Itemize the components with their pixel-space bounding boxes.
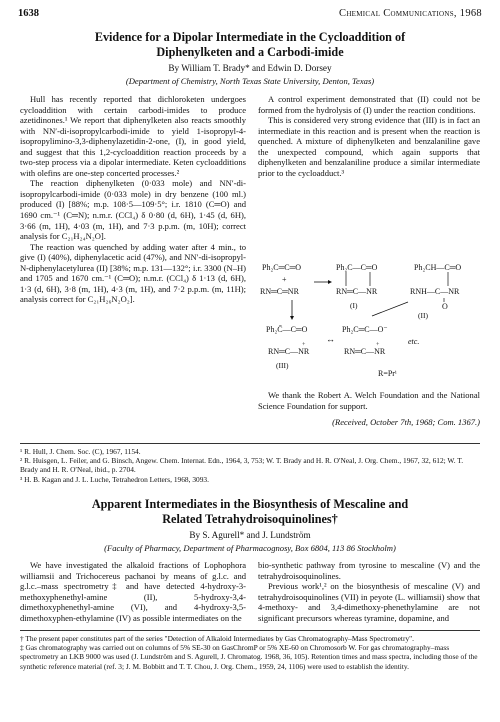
footnote-rule-1 bbox=[20, 443, 480, 444]
svg-text:RN═C—NR: RN═C—NR bbox=[336, 287, 378, 296]
article2-authors: By S. Agurell* and J. Lundström bbox=[189, 530, 311, 540]
intermediate-III-structure bbox=[266, 325, 310, 356]
svg-text:RN═C—NR: RN═C—NR bbox=[268, 347, 310, 356]
footnote-double-dagger: ‡ Gas chromatography was carried out on columns of 5% SE-30 on GasChromP or 5% XE-60 on Chromosorb W. For gas chromatography–mass spectrometry an LKB 9000 was used (J. Lundström and S. Agurell, J. Chromatog. 1968, 36, 105). Retention times and mass spectra, including those of the synthetic reference material (ref. 3; J. M. Bobbitt and T. T. Chou, J. Org. Chem., 1959, 24, 1106) were used to establish the identity. bbox=[20, 643, 478, 671]
article1-title-line1: Evidence for a Dipolar Intermediate in the Cycloaddition of bbox=[94, 30, 406, 44]
footnote-2: ² R. Huisgen, L. Feiler, and G. Binsch, Angew. Chem. Internat. Edn., 1964, 3, 753; W. T. Brady and H. R. O′Neal, J. Org. Chem., 1967, 32, 612; W. T. Brady and H. R. O′Neal, ibid., p. 2704. bbox=[20, 456, 464, 475]
page-number: 1638 bbox=[18, 8, 39, 19]
label-I: (I) bbox=[350, 301, 358, 310]
svg-text:Ph₂C̄—C═O: Ph₂C̄—C═O bbox=[266, 325, 308, 334]
article2-title-line1: Apparent Intermediates in the Biosynthesis of Mescaline and bbox=[91, 497, 409, 511]
footnote-dagger: † The present paper constitutes part of the series "Detection of Alkaloid Intermediates by Gas Chromatography–Mass Spectrometry". bbox=[20, 634, 415, 643]
article1-paragraph-1: Hull has recently reported that dichloroketen undergoes cycloaddition with certain carbodi-imides to produce azetidinones.¹ We report that diphenylketen also reacts smoothly with NN′-di-isopropylcarbodi-imide to yield 1-isopropyl-4-isopropylimino-3,3-diphenylazetidin-2-one, (I), in good yield, and suggest that this 1,2-cycloaddition reaction proceeds by a two-step process via a dipolar intermediate. Keten cycloadditions with olefins are one-step concerted processes.² bbox=[20, 94, 246, 178]
article1-title bbox=[20, 30, 480, 60]
svg-text:Ph₂CH—C═O: Ph₂CH—C═O bbox=[414, 263, 462, 272]
article2-paragraph-2: bio-synthetic pathway from tyrosine to mescaline (V) and the tetrahydroisoquinolines. bbox=[258, 560, 480, 581]
article1-authors: By William T. Brady* and Edwin D. Dorsey bbox=[168, 63, 332, 73]
article2-paragraph-1: We have investigated the alkaloid fractions of Lophophora williamsii and Trichocereus pachanoi by means of g.l.c. and g.l.c.–mass spectrometry‡ and have detected 4-hydroxy-3-methoxyphenethyl-amine (II), 5-hydroxy-3,4-dimethoxyphenethyl-amine (VI), and 4-hydroxy-3,5-dimethoxyphen-ethylamine (IV) as possible intermediates on the bbox=[20, 560, 246, 623]
article2-affiliation: (Faculty of Pharmacy, Department of Pharmacognosy, Box 6804, 113 86 Stockholm) bbox=[104, 543, 396, 553]
footnote-1: ¹ R. Hull, J. Chem. Soc. (C), 1967, 1154. bbox=[20, 447, 141, 456]
svg-text:Ph₂C═C—O⁻: Ph₂C═C—O⁻ bbox=[342, 325, 388, 334]
article1-paragraph-5: This is considered very strong evidence that (III) is in fact an intermediate in this reaction and is present when the reaction is quenched. A mixture of diphenylketen and benzalaniline gave the unexpected compound, which again supports that diphenylketen and benzalaniline produce a similar intermediate prior to the cycloadduct.³ bbox=[258, 115, 480, 178]
resonance-arrow: ↔ bbox=[326, 334, 335, 344]
reaction-scheme bbox=[258, 258, 486, 384]
article2-footnotes bbox=[20, 634, 480, 671]
etc-label: etc. bbox=[408, 337, 420, 346]
label-II: (II) bbox=[418, 311, 428, 320]
journal-name: Chemical Communications, 1968 bbox=[339, 8, 482, 19]
arrow-to-II bbox=[372, 302, 408, 316]
arrowhead-down bbox=[290, 316, 294, 320]
page-header bbox=[18, 8, 482, 22]
svg-text:+: + bbox=[302, 342, 306, 348]
r-definition: R=Prⁱ bbox=[378, 369, 397, 378]
svg-text:Ph₂C—C═O: Ph₂C—C═O bbox=[336, 263, 378, 272]
plus-sign: + bbox=[282, 275, 287, 284]
reactant-keten-text: Ph₂C═C═O bbox=[262, 263, 302, 272]
article2-right-column bbox=[258, 560, 480, 623]
reactant-carbodiimide-text: RN═C═NR bbox=[260, 287, 299, 296]
article1-right-column bbox=[258, 94, 480, 178]
article2-left-column bbox=[20, 560, 246, 623]
article2-title bbox=[20, 497, 480, 527]
product-II-structure bbox=[410, 263, 461, 311]
intermediate-III-resonance bbox=[342, 325, 388, 356]
article1-paragraph-4: A control experiment demonstrated that (II) could not be formed from the hydrolysis of (I) under the reaction conditions. bbox=[258, 94, 480, 115]
reaction-arrowhead-1 bbox=[328, 280, 332, 284]
article2-title-line2: Related Tetrahydroisoquinolines† bbox=[162, 512, 338, 526]
scheme-reactants bbox=[260, 263, 301, 296]
article1-left-column bbox=[20, 94, 246, 305]
footnote-rule-2 bbox=[20, 630, 480, 631]
article1-affiliation: (Department of Chemistry, North Texas State University, Denton, Texas) bbox=[125, 76, 375, 86]
acknowledgement: We thank the Robert A. Welch Foundation and the National Science Foundation for support. bbox=[258, 390, 480, 411]
svg-text:RN═C—NR: RN═C—NR bbox=[344, 347, 386, 356]
article1-title-line2: Diphenylketen and a Carbodi-imide bbox=[156, 45, 344, 59]
received-date: (Received, October 7th, 1968; Com. 1367.) bbox=[332, 417, 480, 428]
article1-paragraph-3: The reaction was quenched by adding water after 4 min., to give (I) (40%), diphenylacetic acid (47%), and NN′-di-isopropyl-N-diphenylacetylurea (II) [38%; m.p. 131—132°; i.r. 3300 (N–H) and 1705 and 1670 cm.⁻¹ (C═O); n.m.r. (CCl₄) δ 1·13 (d, 6H), 1·3 (d, 6H), 3·8 (m, 1H), 4·3 (m, 1H), and 7·2 p.p.m. (m, 11H); analysis correct for C₂₁H₂₆N₂O₂]. bbox=[20, 241, 246, 305]
product-I-structure bbox=[336, 263, 378, 296]
article1-paragraph-2: The reaction diphenylketen (0·033 mole) and NN′-di-isopropylcarbodi-imide (0·033 mole) in dry benzene (100 ml.) produced (I) [88%; m.p. 108·5—109·5°; i.r. 1810 (C═O) and 1690 cm.⁻¹ (C═N); n.m.r. (CCl₄) δ 0·80 (d, 6H), 1·45 (d, 6H), 3·66 (m, 1H), 4·03 (m, 1H), and 7·3 p.p.m. (m, 10H); correct analysis for C₂₁H₂₄N₂O]. bbox=[20, 178, 246, 242]
label-III: (III) bbox=[276, 361, 289, 370]
article2-paragraph-3: Previous work¹,² on the biosynthesis of mescaline (V) and tetrahydroisoquinolines (VII) in peyote (L. williamsii) show that 4-methoxy- and 3,4-dimethoxy-phenethylamine are not significant precursors whereas tyramine, dopamine, and bbox=[258, 581, 480, 623]
article1-ack-block bbox=[258, 390, 480, 428]
footnote-3: ³ H. B. Kagan and J. L. Luche, Tetrahedron Letters, 1968, 3093. bbox=[20, 474, 209, 484]
article1-footnotes bbox=[20, 447, 480, 484]
svg-text:+: + bbox=[376, 342, 380, 348]
svg-text:RNH—C—NR: RNH—C—NR bbox=[410, 287, 460, 296]
svg-text:O: O bbox=[442, 302, 448, 311]
